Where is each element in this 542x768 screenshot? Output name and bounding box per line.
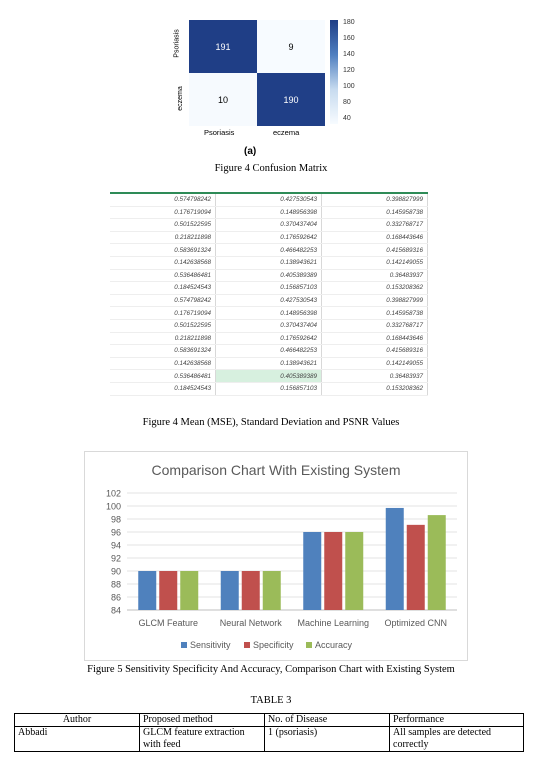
chart-title: Comparison Chart With Existing System [151,462,401,478]
sheet-cell: 0.176592642 [216,231,322,244]
bar-sensitivity [303,532,321,610]
bar-specificity [407,525,425,610]
sheet-cell: 0.176719094 [110,307,216,320]
y-tick-label: 102 [105,488,121,499]
figure-caption-mse-table: Figure 4 Mean (MSE), Standard Deviation and PSNR Values [142,417,400,428]
sheet-row [110,256,428,269]
bar-accuracy [428,515,446,610]
sheet-row [110,269,428,282]
table-header-row [15,714,524,727]
sheet-cell: 0.142638568 [110,256,216,269]
bar-accuracy [263,571,281,610]
sheet-row [110,370,428,383]
sheet-row [110,319,428,332]
y-tick-label: 90 [110,566,121,577]
sheet-cell: 0.36483937 [322,269,428,282]
sheet-cell: 0.184524543 [110,282,216,295]
table-3 [14,713,524,752]
sheet-cell: 0.536486481 [110,269,216,282]
colorbar [330,20,338,124]
table-header-cell: Proposed method [140,714,265,727]
sheet-cell: 0.176592642 [216,332,322,345]
sheet-cell: 0.583691324 [110,345,216,358]
sheet-cell: 0.168443646 [322,332,428,345]
colorbar-tick: 140 [343,51,355,58]
y-tick-label: 94 [110,540,121,551]
table-3-title: TABLE 3 [250,695,292,706]
sheet-cell: 0.415689316 [322,244,428,257]
comparison-chart [84,451,468,661]
cm-row-label-psoriasis: Psoriasis [173,29,181,58]
cm-cell-0-0: 191 [189,20,257,73]
colorbar-tick: 120 [343,67,355,74]
sheet-cell: 0.148956398 [216,206,322,219]
sheet-cell: 0.153208362 [322,282,428,295]
legend-label: Specificity [253,640,294,650]
sheet-row [110,332,428,345]
y-tick-label: 84 [110,605,121,616]
sheet-cell: 0.405389389 [216,370,322,383]
colorbar-tick: 80 [343,99,351,106]
cm-row-label-eczema: eczema [176,86,184,111]
sheet-cell: 0.466482253 [216,244,322,257]
comparison-chart-svg [85,452,467,660]
sheet-cell: 0.145958738 [322,206,428,219]
bar-specificity [159,571,177,610]
sheet-row [110,244,428,257]
sheet-cell: 0.218211898 [110,231,216,244]
sheet-cell: 0.370437404 [216,219,322,232]
x-category-label: Optimized CNN [384,618,448,628]
bar-specificity [324,532,342,610]
bar-specificity [242,571,260,610]
figure-caption-comparison-chart: Figure 5 Sensitivity Specificity And Accuracy, Comparison Chart with Existing System [87,664,455,675]
sheet-row [110,357,428,370]
sheet-row [110,307,428,320]
sheet-cell: 0.36483937 [322,370,428,383]
legend-swatch [306,642,312,648]
sheet-cell: 0.415689316 [322,345,428,358]
table-header-cell: No. of Disease [265,714,390,727]
sheet-cell: 0.148956398 [216,307,322,320]
cm-col-label-eczema: eczema [273,128,300,137]
bar-sensitivity [386,508,404,610]
sheet-cell: 0.574798242 [110,294,216,307]
y-tick-label: 100 [105,501,121,512]
sheet-cell: 0.398827999 [322,193,428,206]
table-header-cell: Author [15,714,140,727]
sheet-cell: 0.574798242 [110,193,216,206]
bar-accuracy [345,532,363,610]
table-row [15,727,524,752]
legend-label: Accuracy [315,640,353,650]
values-sheet [110,192,428,396]
sheet-row [110,345,428,358]
sheet-cell: 0.332768717 [322,319,428,332]
colorbar-tick: 40 [343,115,351,122]
legend-swatch [181,642,187,648]
sheet-cell: 0.536486481 [110,370,216,383]
y-tick-label: 96 [110,527,121,538]
sheet-cell: 0.218211898 [110,332,216,345]
sheet-cell: 0.168443646 [322,231,428,244]
sheet-cell: 0.142638568 [110,357,216,370]
sheet-cell: 0.138943621 [216,357,322,370]
sheet-cell: 0.405389389 [216,269,322,282]
sheet-cell: 0.156857103 [216,282,322,295]
sheet-cell: 0.156857103 [216,382,322,395]
cm-panel-label: (a) [244,146,257,157]
legend-swatch [244,642,250,648]
sheet-cell: 0.142149055 [322,256,428,269]
sheet-row [110,294,428,307]
bar-accuracy [180,571,198,610]
cm-col-label-psoriasis: Psoriasis [204,128,235,137]
sheet-row [110,206,428,219]
y-tick-label: 86 [110,592,121,603]
sheet-cell: 0.370437404 [216,319,322,332]
bar-sensitivity [138,571,156,610]
table-header-cell: Performance [390,714,524,727]
cm-cell-0-1: 9 [257,20,325,73]
table-cell: Abbadi [15,727,140,752]
bar-sensitivity [221,571,239,610]
cm-cell-1-0: 10 [189,73,257,126]
sheet-cell: 0.138943621 [216,256,322,269]
sheet-row [110,282,428,295]
colorbar-tick: 180 [343,19,355,26]
sheet-cell: 0.501522595 [110,319,216,332]
figure-caption-confusion-matrix: Figure 4 Confusion Matrix [214,163,328,174]
sheet-cell: 0.501522595 [110,219,216,232]
sheet-cell: 0.427530543 [216,294,322,307]
sheet-cell: 0.153208362 [322,382,428,395]
sheet-cell: 0.427530543 [216,193,322,206]
sheet-cell: 0.332768717 [322,219,428,232]
y-tick-label: 98 [110,514,121,525]
sheet-cell: 0.466482253 [216,345,322,358]
y-tick-label: 92 [110,553,121,564]
y-tick-label: 88 [110,579,121,590]
table-cell: GLCM feature extraction with feed [140,727,265,752]
sheet-cell: 0.184524543 [110,382,216,395]
table-cell: All samples are detected correctly [390,727,524,752]
sheet-row [110,219,428,232]
table-cell: 1 (psoriasis) [265,727,390,752]
sheet-cell: 0.176719094 [110,206,216,219]
colorbar-tick: 160 [343,35,355,42]
sheet-row [110,231,428,244]
colorbar-tick: 100 [343,83,355,90]
sheet-row [110,382,428,395]
sheet-cell: 0.398827999 [322,294,428,307]
sheet-cell: 0.142149055 [322,357,428,370]
sheet-cell: 0.583691324 [110,244,216,257]
x-category-label: GLCM Feature [138,618,199,628]
sheet-cell: 0.145958738 [322,307,428,320]
x-category-label: Machine Learning [297,618,370,628]
x-category-label: Neural Network [219,618,282,628]
cm-cell-1-1: 190 [257,73,325,126]
sheet-row [110,193,428,206]
legend-label: Sensitivity [190,640,231,650]
